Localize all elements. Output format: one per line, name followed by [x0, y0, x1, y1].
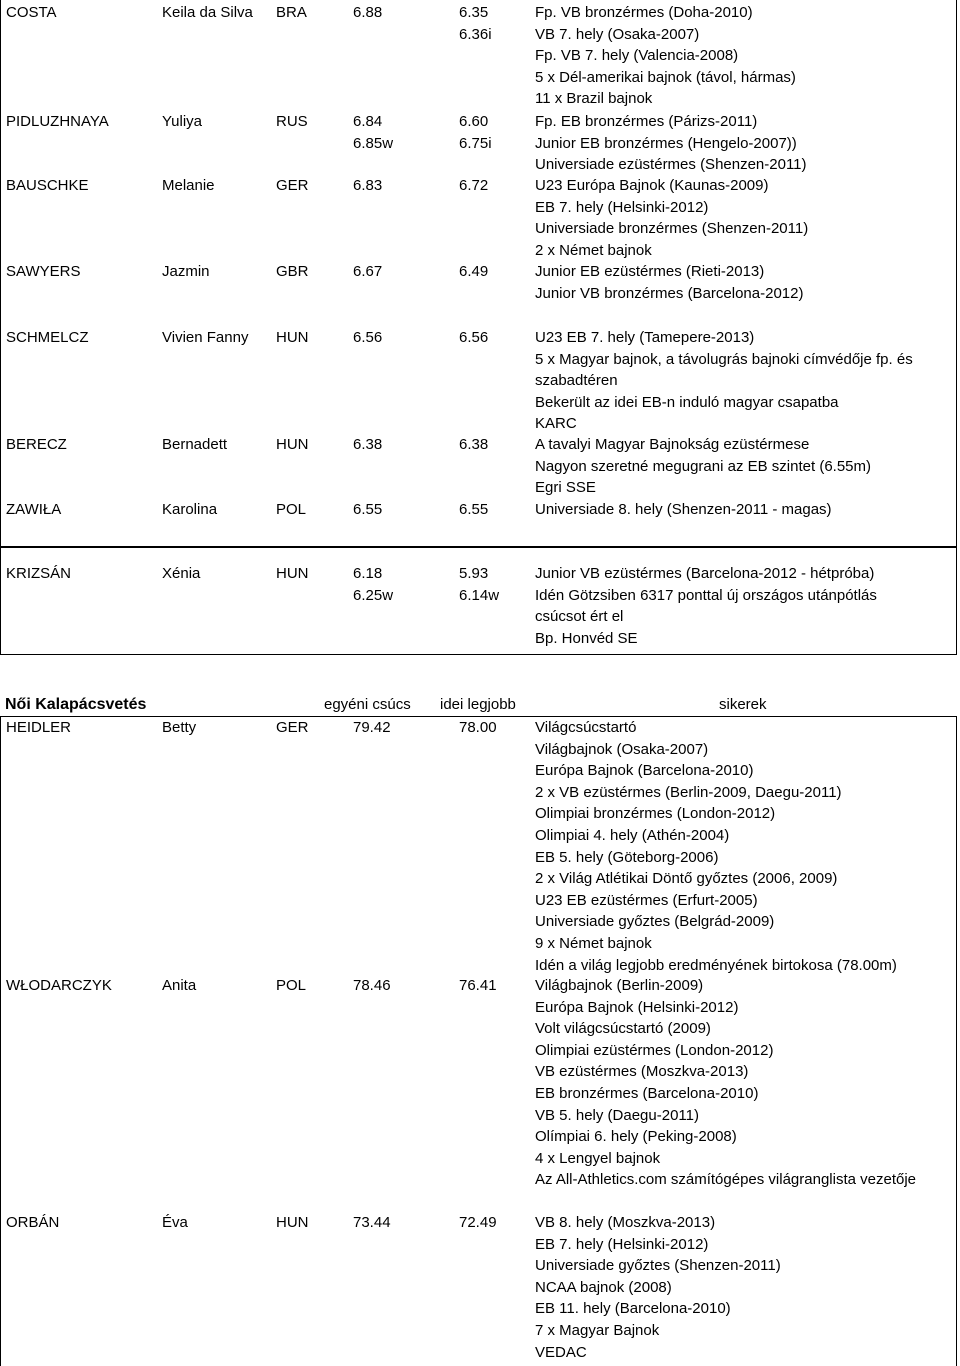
- achievement-text: 7 x Magyar Bajnok: [535, 1322, 660, 1339]
- achievement-text: Bekerült az idei EB-n induló magyar csapatba: [535, 393, 839, 411]
- achievement-text: Olimpiai 4. hely (Athén-2004): [535, 827, 730, 844]
- achievement-text: 2 x VB ezüstérmes (Berlin-2009, Daegu-2011): [535, 783, 842, 801]
- hammer-table: [0, 692, 957, 1366]
- athlete-first-name: Keila da Silva: [162, 4, 253, 21]
- achievement-text: Universiade győztes (Belgrád-2009): [535, 913, 775, 931]
- achievement-text: Fp. VB bronzérmes (Doha-2010): [535, 4, 753, 21]
- table-row-line: [1, 1018, 956, 1040]
- table-row-line: [1, 349, 956, 371]
- achievement-text: 11 x Brazil bajnok: [535, 90, 653, 108]
- season-best: 6.55: [459, 501, 489, 518]
- achievement-text: 5 x Magyar bajnok, a távolugrás bajnoki címvédője fp. és: [535, 350, 913, 368]
- season-best: 6.72: [459, 177, 489, 194]
- achievement-text: U23 Európa Bajnok (Kaunas-2009): [535, 177, 769, 194]
- season-best: 5.93: [459, 565, 489, 582]
- achievement-text: Világbajnok (Berlin-2009): [535, 977, 704, 994]
- season-best: 6.60: [459, 113, 489, 130]
- personal-best: 6.85w: [353, 134, 394, 152]
- table-row-line: [1, 283, 956, 305]
- table-row-line: [1, 218, 956, 240]
- athlete-last-name: WŁODARCZYK: [6, 977, 112, 994]
- table-row-line: [1, 1169, 956, 1191]
- table-row-line: [1, 45, 956, 67]
- athlete-nation: HUN: [276, 565, 309, 582]
- achievement-text: Junior VB bronzérmes (Barcelona-2012): [535, 284, 804, 302]
- table-row-line: [1, 1105, 956, 1127]
- season-best: 6.56: [459, 329, 489, 346]
- athlete-last-name: PIDLUZHNAYA: [6, 113, 109, 130]
- achievement-text: Idén a világ legjobb eredményének birtokosa (78.00m): [535, 956, 897, 974]
- table-row-line: [1, 2, 956, 24]
- achievement-text: KARC: [535, 415, 577, 433]
- achievement-text: Európa Bajnok (Helsinki-2012): [535, 998, 739, 1016]
- athlete-first-name: Karolina: [162, 501, 218, 518]
- table-row-line: [1, 1126, 956, 1148]
- athlete-first-name: Bernadett: [162, 436, 228, 453]
- personal-best: 6.84: [353, 113, 383, 130]
- table-row-line: [1, 825, 956, 847]
- table-row-line: [1, 1040, 956, 1062]
- athlete-last-name: HEIDLER: [6, 719, 72, 736]
- achievement-text: Olimpiai ezüstérmes (London-2012): [535, 1041, 774, 1059]
- table-row-line: [1, 1061, 956, 1083]
- athlete-last-name: ORBÁN: [6, 1214, 60, 1231]
- personal-best: 79.42: [353, 719, 391, 736]
- achievement-text: 5 x Dél-amerikai bajnok (távol, hármas): [535, 68, 796, 86]
- long-jump-table: [0, 0, 957, 547]
- personal-best: 78.46: [353, 977, 391, 994]
- table-row-line: [1, 1277, 956, 1299]
- table-row-line: [1, 197, 956, 219]
- athlete-last-name: SCHMELCZ: [6, 329, 89, 346]
- col-achievements: sikerek: [719, 696, 767, 713]
- achievement-text: csúcsot ért el: [535, 608, 624, 626]
- athlete-nation: HUN: [276, 329, 309, 346]
- achievement-text: 2 x Világ Atlétikai Döntő győztes (2006, 2009): [535, 870, 838, 888]
- achievement-text: VB 7. hely (Osaka-2007): [535, 25, 700, 43]
- season-best: 6.14w: [459, 586, 500, 604]
- achievement-text: Az All-Athletics.com számítógépes világranglista vezetője: [535, 1171, 917, 1189]
- table-row-line: [1, 154, 956, 176]
- table-row-line: [1, 890, 956, 912]
- personal-best: 6.18: [353, 565, 383, 582]
- table-row-line: [1, 585, 956, 607]
- achievement-text: szabadtéren: [535, 372, 618, 390]
- table-row-line: [1, 392, 956, 414]
- section-title: Női Kalapácsvetés: [5, 696, 147, 713]
- achievement-text: Junior EB bronzérmes (Hengelo-2007)): [535, 134, 797, 152]
- achievement-text: Nagyon szeretné megugrani az EB szintet (6.55m): [535, 457, 871, 475]
- achievement-text: Világcsúcstartó: [535, 719, 637, 736]
- achievement-text: Olímpiai 6. hely (Peking-2008): [535, 1128, 737, 1146]
- table-row-line: [1, 1234, 956, 1256]
- personal-best: 6.88: [353, 4, 383, 21]
- personal-best: 6.67: [353, 263, 383, 280]
- table-row-line: [1, 1320, 956, 1342]
- achievement-text: Junior VB ezüstérmes (Barcelona-2012 - hétpróba): [535, 565, 875, 582]
- achievement-text: Idén Götzsiben 6317 ponttal új országos utánpótlás: [535, 586, 877, 604]
- personal-best: 6.38: [353, 436, 383, 453]
- achievement-text: EB 11. hely (Barcelona-2010): [535, 1300, 731, 1318]
- athlete-nation: HUN: [276, 1214, 309, 1231]
- table-row-line: [1, 868, 956, 890]
- table-row-line: [1, 847, 956, 869]
- achievement-text: U23 EB 7. hely (Tamepere-2013): [535, 329, 755, 346]
- table-row-line: [1, 240, 956, 262]
- achievement-text: Junior EB ezüstérmes (Rieti-2013): [535, 263, 765, 280]
- achievement-text: EB 5. hely (Göteborg-2006): [535, 848, 719, 866]
- achievement-text: Világbajnok (Osaka-2007): [535, 740, 709, 758]
- table-row-line: [1, 975, 956, 997]
- achievement-text: EB 7. hely (Helsinki-2012): [535, 198, 709, 216]
- table-row-line: [1, 175, 956, 197]
- athlete-nation: BRA: [276, 4, 307, 21]
- achievement-text: VB 5. hely (Daegu-2011): [535, 1106, 699, 1124]
- table-row-line: [1, 628, 956, 650]
- achievement-text: Universiade 8. hely (Shenzen-2011 - magas): [535, 501, 832, 518]
- personal-best: 6.83: [353, 177, 383, 194]
- athlete-first-name: Xénia: [162, 565, 201, 582]
- athlete-last-name: BAUSCHKE: [6, 177, 89, 194]
- table-row-line: [1, 24, 956, 46]
- table-row-line: [1, 563, 956, 585]
- achievement-text: Európa Bajnok (Barcelona-2010): [535, 762, 754, 780]
- athlete-nation: GER: [276, 719, 309, 736]
- athlete-first-name: Vivien Fanny: [162, 329, 249, 346]
- table-row-line: [1, 327, 956, 349]
- achievement-text: Universiade bronzérmes (Shenzen-2011): [535, 220, 809, 238]
- table-row-line: [1, 1083, 956, 1105]
- col-personal-best: egyéni csúcs: [324, 696, 411, 713]
- season-best: 6.75i: [459, 134, 492, 152]
- achievement-text: EB 7. hely (Helsinki-2012): [535, 1235, 709, 1253]
- table-row-line: [1, 911, 956, 933]
- athlete-last-name: COSTA: [6, 4, 57, 21]
- achievement-text: 2 x Német bajnok: [535, 241, 652, 259]
- personal-best: 6.55: [353, 501, 383, 518]
- table-row-line: [1, 760, 956, 782]
- table-row-line: [1, 88, 956, 110]
- table-row-line: [1, 133, 956, 155]
- achievement-text: NCAA bajnok (2008): [535, 1278, 672, 1296]
- table-row-line: [1, 1148, 956, 1170]
- achievement-text: Bp. Honvéd SE: [535, 629, 638, 647]
- athlete-nation: GBR: [276, 263, 309, 280]
- table-row-line: [1, 782, 956, 804]
- table-row-line: [1, 955, 956, 977]
- table-row-line: [1, 1298, 956, 1320]
- table-header: [0, 694, 957, 716]
- athlete-first-name: Melanie: [162, 177, 215, 194]
- divider: [1, 654, 956, 655]
- divider: [1, 547, 956, 548]
- achievement-text: Egri SSE: [535, 479, 596, 497]
- season-best: 6.36i: [459, 25, 492, 43]
- season-best: 6.35: [459, 4, 489, 21]
- achievement-text: VB ezüstérmes (Moszkva-2013): [535, 1063, 749, 1081]
- personal-best: 73.44: [353, 1214, 391, 1231]
- achievement-text: VEDAC: [535, 1343, 587, 1361]
- athlete-first-name: Éva: [162, 1214, 188, 1231]
- season-best: 6.38: [459, 436, 489, 453]
- achievement-text: 4 x Lengyel bajnok: [535, 1149, 661, 1167]
- table-row-line: [1, 413, 956, 435]
- table-row-line: [1, 499, 956, 521]
- table-row-line: [1, 997, 956, 1019]
- achievement-text: 9 x Német bajnok: [535, 935, 652, 952]
- achievement-text: Olimpiai bronzérmes (London-2012): [535, 805, 776, 823]
- season-best: 78.00: [459, 719, 497, 736]
- athlete-last-name: BERECZ: [6, 436, 67, 453]
- athlete-last-name: KRIZSÁN: [6, 565, 72, 582]
- season-best: 76.41: [459, 977, 497, 994]
- season-best: 6.49: [459, 263, 489, 280]
- achievement-text: U23 EB ezüstérmes (Erfurt-2005): [535, 891, 758, 909]
- table-row-line: [1, 67, 956, 89]
- table-row-line: [1, 933, 956, 955]
- table-row-line: [1, 477, 956, 499]
- table-row-line: [1, 111, 956, 133]
- table-row-line: [1, 1255, 956, 1277]
- table-row-line: [1, 803, 956, 825]
- col-season-best: idei legjobb: [440, 696, 516, 713]
- athlete-first-name: Jazmin: [162, 263, 210, 280]
- table-row-line: [1, 434, 956, 456]
- athlete-first-name: Yuliya: [162, 113, 203, 130]
- athlete-nation: POL: [276, 501, 307, 518]
- table-row-line: [1, 1212, 956, 1234]
- athlete-last-name: SAWYERS: [6, 263, 81, 280]
- athlete-first-name: Betty: [162, 719, 197, 736]
- achievement-text: Fp. EB bronzérmes (Párizs-2011): [535, 113, 758, 130]
- athlete-nation: POL: [276, 977, 307, 994]
- athlete-first-name: Anita: [162, 977, 197, 994]
- athlete-last-name: ZAWIŁA: [6, 501, 62, 518]
- personal-best: 6.56: [353, 329, 383, 346]
- table-row-line: [1, 739, 956, 761]
- athlete-nation: GER: [276, 177, 309, 194]
- personal-best: 6.25w: [353, 586, 394, 604]
- table-row-line: [1, 606, 956, 628]
- achievement-text: VB 8. hely (Moszkva-2013): [535, 1214, 716, 1231]
- table-row-line: [1, 370, 956, 392]
- achievement-text: Fp. VB 7. hely (Valencia-2008): [535, 47, 739, 65]
- table-row-line: [1, 1342, 956, 1364]
- athlete-nation: HUN: [276, 436, 309, 453]
- season-best: 72.49: [459, 1214, 497, 1231]
- athlete-nation: RUS: [276, 113, 308, 130]
- achievement-text: EB bronzérmes (Barcelona-2010): [535, 1085, 759, 1102]
- achievement-text: A tavalyi Magyar Bajnokság ezüstérmese: [535, 436, 810, 453]
- achievement-text: Universiade győztes (Shenzen-2011): [535, 1257, 781, 1275]
- achievement-text: Universiade ezüstérmes (Shenzen-2011): [535, 156, 807, 174]
- junior-table: [0, 547, 957, 655]
- table-row-line: [1, 261, 956, 283]
- achievement-text: Volt világcsúcstartó (2009): [535, 1020, 711, 1038]
- table-row-line: [1, 717, 956, 739]
- table-row-line: [1, 456, 956, 478]
